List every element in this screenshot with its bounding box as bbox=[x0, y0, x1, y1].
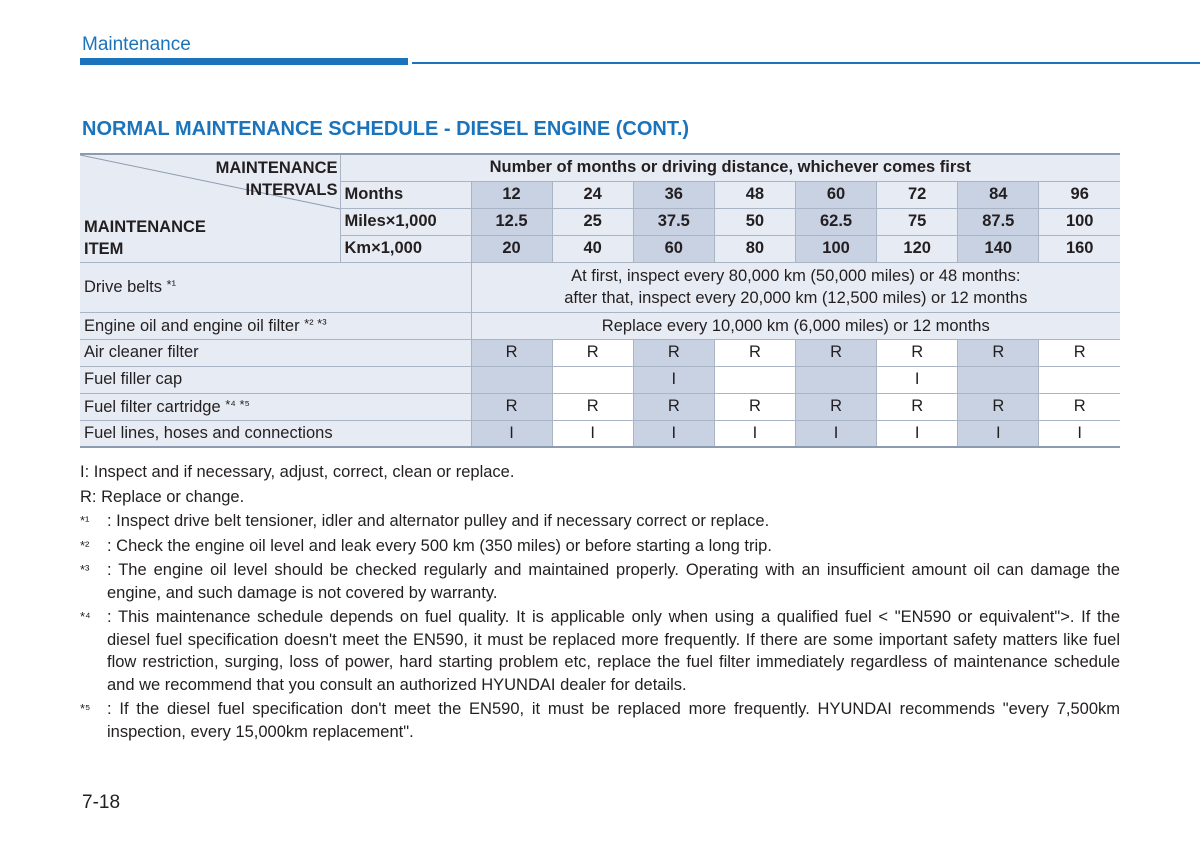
interval-value: 75 bbox=[877, 208, 958, 235]
page-title: NORMAL MAINTENANCE SCHEDULE - DIESEL ENGINE (CONT.) bbox=[82, 118, 690, 140]
interval-value: 120 bbox=[877, 235, 958, 262]
item-footnote-refs: *¹ bbox=[166, 277, 176, 292]
interval-value: 100 bbox=[1039, 208, 1120, 235]
interval-value: 25 bbox=[552, 208, 633, 235]
schedule-cell: I bbox=[471, 420, 552, 447]
footnote-marker: *¹ bbox=[80, 513, 90, 528]
merged-schedule-text bbox=[471, 262, 1120, 312]
schedule-cell bbox=[796, 366, 877, 393]
interval-value: 36 bbox=[633, 181, 714, 208]
corner-bottom-line-2: ITEM bbox=[84, 239, 124, 258]
footnote-marker: *⁵ bbox=[80, 701, 91, 716]
schedule-cell: R bbox=[958, 393, 1039, 420]
footnote bbox=[80, 510, 1120, 533]
interval-value: 160 bbox=[1039, 235, 1120, 262]
item-name-text: Drive belts bbox=[84, 278, 162, 296]
item-name-text: Engine oil and engine oil filter bbox=[84, 316, 300, 335]
item-footnote-refs: *⁴ *⁵ bbox=[225, 396, 250, 412]
footnote-marker: I bbox=[80, 463, 85, 481]
section-header: Maintenance bbox=[82, 34, 191, 55]
footnote bbox=[80, 606, 1120, 696]
footnote-text: : Replace or change. bbox=[91, 487, 245, 506]
footnote-marker: *³ bbox=[80, 562, 90, 577]
interval-value: 48 bbox=[714, 181, 795, 208]
interval-value: 12.5 bbox=[471, 208, 552, 235]
maintenance-item-name bbox=[80, 262, 471, 312]
schedule-cell: R bbox=[552, 393, 633, 420]
footnote bbox=[80, 461, 1120, 484]
footnote-text: : Inspect and if necessary, adjust, correct, clean or replace. bbox=[84, 463, 515, 481]
schedule-cell: R bbox=[958, 339, 1039, 366]
maintenance-item-name bbox=[80, 366, 471, 393]
page-number: 7-18 bbox=[82, 792, 121, 813]
merged-schedule-text bbox=[471, 312, 1120, 339]
interval-value: 72 bbox=[877, 181, 958, 208]
table-corner-header bbox=[80, 154, 340, 262]
interval-value: 50 bbox=[714, 208, 795, 235]
corner-top-line-1: MAINTENANCE bbox=[215, 159, 338, 177]
schedule-cell: R bbox=[714, 393, 795, 420]
span-header: Number of months or driving distance, whichever comes first bbox=[340, 154, 1120, 181]
interval-value: 87.5 bbox=[958, 208, 1039, 235]
schedule-line: after that, inspect every 20,000 km (12,500 miles) or 12 months bbox=[564, 289, 1028, 307]
header-rule-thick bbox=[80, 58, 408, 65]
interval-value: 62.5 bbox=[796, 208, 877, 235]
footnote bbox=[80, 486, 1120, 509]
schedule-cell: R bbox=[471, 393, 552, 420]
schedule-cell bbox=[1039, 366, 1120, 393]
schedule-cell: R bbox=[796, 393, 877, 420]
schedule-cell: R bbox=[633, 339, 714, 366]
schedule-cell: R bbox=[877, 339, 958, 366]
interval-unit-label: Km×1,000 bbox=[340, 235, 471, 262]
interval-value: 96 bbox=[1039, 181, 1120, 208]
interval-unit-label: Miles×1,000 bbox=[340, 208, 471, 235]
interval-value: 20 bbox=[471, 235, 552, 262]
item-name-text: Air cleaner filter bbox=[84, 343, 199, 361]
schedule-cell: I bbox=[877, 420, 958, 447]
schedule-cell: I bbox=[1039, 420, 1120, 447]
schedule-cell: I bbox=[958, 420, 1039, 447]
schedule-cell: R bbox=[552, 339, 633, 366]
schedule-cell bbox=[552, 366, 633, 393]
maintenance-item-name bbox=[80, 420, 471, 447]
maintenance-schedule-table bbox=[80, 153, 1120, 448]
item-name-text: Fuel filter cartridge bbox=[84, 397, 221, 416]
schedule-cell: R bbox=[796, 339, 877, 366]
footnote-marker: *⁴ bbox=[80, 609, 91, 624]
schedule-cell: I bbox=[877, 366, 958, 393]
interval-value: 140 bbox=[958, 235, 1039, 262]
footnote-marker: *² bbox=[80, 537, 90, 553]
notes bbox=[80, 461, 1120, 745]
interval-value: 60 bbox=[796, 181, 877, 208]
schedule-cell bbox=[714, 366, 795, 393]
schedule-cell: I bbox=[796, 420, 877, 447]
maintenance-item-label bbox=[84, 216, 206, 260]
footnote bbox=[80, 698, 1120, 743]
interval-value: 37.5 bbox=[633, 208, 714, 235]
interval-value: 40 bbox=[552, 235, 633, 262]
interval-value: 84 bbox=[958, 181, 1039, 208]
footnote-text: : Check the engine oil level and leak every 500 km (350 miles) or before starting a long trip. bbox=[107, 536, 772, 555]
schedule-line: At first, inspect every 80,000 km (50,000 miles) or 48 months: bbox=[571, 267, 1021, 285]
interval-value: 12 bbox=[471, 181, 552, 208]
interval-value: 60 bbox=[633, 235, 714, 262]
interval-unit-label: Months bbox=[340, 181, 471, 208]
maintenance-item-name bbox=[80, 312, 471, 339]
schedule-cell: I bbox=[552, 420, 633, 447]
footnote bbox=[80, 559, 1120, 604]
schedule-cell bbox=[471, 366, 552, 393]
schedule-cell: I bbox=[714, 420, 795, 447]
interval-value: 24 bbox=[552, 181, 633, 208]
schedule-cell: I bbox=[633, 366, 714, 393]
footnote-text: : If the diesel fuel specification don't meet the EN590, it must be replaced more frequently. HYUNDAI recommends "every 7,500km inspection, every 15,000km replacement". bbox=[107, 700, 1120, 741]
schedule-cell: R bbox=[471, 339, 552, 366]
item-name-text: Fuel lines, hoses and connections bbox=[84, 423, 333, 442]
interval-value: 80 bbox=[714, 235, 795, 262]
footnote bbox=[80, 535, 1120, 558]
corner-top-line-2: INTERVALS bbox=[245, 181, 338, 199]
schedule-cell: R bbox=[1039, 339, 1120, 366]
footnote-text: : Inspect drive belt tensioner, idler and alternator pulley and if necessary correct or replace. bbox=[107, 512, 770, 530]
schedule-cell bbox=[958, 366, 1039, 393]
header-rule-thin bbox=[412, 62, 1200, 64]
schedule-line: Replace every 10,000 km (6,000 miles) or 12 months bbox=[601, 316, 990, 335]
footnote-text: : The engine oil level should be checked regularly and maintained properly. Operating with an insufficient amount oil can damage the engine, and such damage is not covered by warranty. bbox=[107, 561, 1120, 602]
item-footnote-refs: *² *³ bbox=[304, 315, 327, 331]
maintenance-item-name bbox=[80, 393, 471, 420]
corner-bottom-line-1: MAINTENANCE bbox=[84, 217, 206, 236]
schedule-cell: R bbox=[633, 393, 714, 420]
schedule-cell: I bbox=[633, 420, 714, 447]
footnote-marker: R bbox=[80, 487, 92, 506]
interval-value: 100 bbox=[796, 235, 877, 262]
maintenance-intervals-label bbox=[216, 157, 338, 201]
maintenance-item-name bbox=[80, 339, 471, 366]
schedule-cell: R bbox=[877, 393, 958, 420]
item-name-text: Fuel filler cap bbox=[84, 370, 183, 388]
footnote-text: : This maintenance schedule depends on fuel quality. It is applicable only when using a qualified fuel < "EN590 or equivalent">. If the diesel fuel specification doesn't meet the EN590, it must be replaced more frequently. If there are some important safety matters like fuel flow restriction, surging, loss of power, hard starting problem etc, replace the fuel filter immediately regardless of maintenance schedule and we recommend that you consult an authorized HYUNDAI dealer for details. bbox=[107, 608, 1120, 694]
schedule-cell: R bbox=[714, 339, 795, 366]
schedule-cell: R bbox=[1039, 393, 1120, 420]
